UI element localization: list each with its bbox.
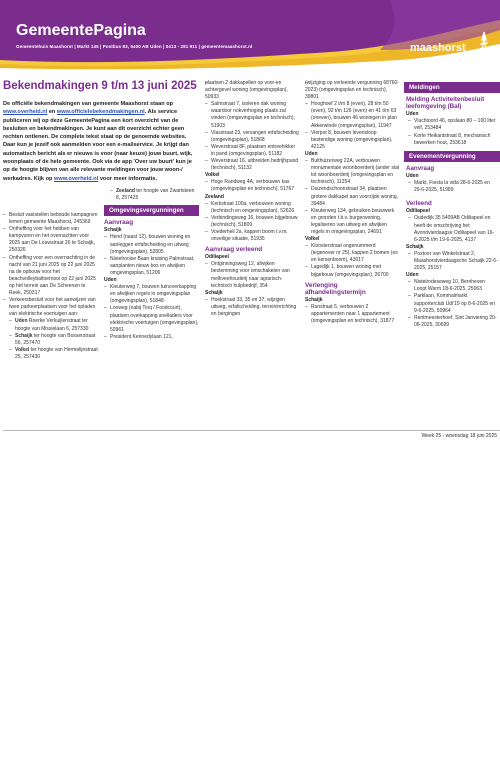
- list-item: – Duizendschoonstraat 34, plaatsen grotere dakkapel aan voorzijde woning, 39484: [305, 186, 400, 207]
- list-item: – Korte Heikantstraat 8, mechanisch bewerken hout, 253618: [408, 133, 498, 147]
- list-item: – Runstraat 5, verbouwen 2 appartementen naar 1 appartement (omgevingsplan en technisch), 31877: [305, 304, 400, 325]
- list-item: – Kloosterstraat ongenummerd (tegenover nr 25), kappen 2 bomen (es en kersenboom), 43017: [305, 243, 400, 264]
- list-item: – Hooghoef 2 t/m 8 (even), 28 t/m 50 (even), 92 t/m 126 (even) en 41 t/m 63 (oneven), bouwen 46 woningen in plan Akkerwinde (omgevingsplan), 11947: [305, 101, 400, 129]
- list-item: [9, 347, 98, 361]
- list-item: – Kleuterweg 7, bouwen tuinoverkapping en afwijken regels in omgevingsplan (omgevingsplan), 51848: [104, 284, 199, 305]
- list-item: – Kleuterweg 134, gebruiken bouwwerk en gronden t.b.v. burgerwoning, legaliseren van uitweg en afwijken regels in omgevingsplan, 24691: [305, 208, 400, 236]
- section-heading: Melding Activiteitenbesluit leefomgeving (Bal): [406, 96, 485, 111]
- list-item: – Hoekstraat 33, 35 en 37, wijzigen uitweg, erfafscheiding, terreininrichting en bergingen: [205, 297, 300, 318]
- place-heading: Volkel: [305, 236, 320, 243]
- list-item: – Ontheffing voor een overnachting in de nacht van 21 juni 2025 op 22 juni 2025 na de opbouw voor het beachvolleybaltoernooi op 22 juni 2025 op het terrein aan De Scheenen te Reek, 250317: [3, 255, 98, 298]
- maashorst-logo: maashorst: [410, 42, 466, 54]
- item-text: ter hoogte van Zwartsteen 8, 257425: [116, 188, 195, 202]
- list-item: – President Kennedylaan 121,: [104, 334, 199, 341]
- sidebar-meldingen: [404, 80, 500, 329]
- intro-part-1: De officiële bekendmakingen van gemeente Maashorst staan op: [3, 101, 174, 107]
- list-item: [110, 188, 199, 202]
- list-item: – Weverstraat 16, uitbreiden bedrijfspand (technisch), 51132: [205, 158, 300, 172]
- list-item: – Rentmeesterhoef, Sint Janviering 20-06-2025, 30699: [408, 315, 498, 329]
- page-title: Bekendmakingen 9 t/m 13 juni 2025: [3, 80, 197, 92]
- place-heading: Schaijk: [104, 227, 122, 234]
- intro-part-2: . Als service publiceren wij op deze GemeentePagina een kort overzicht van de besluiten en bekendmakingen. Je kunt aan dit overzicht echter geen rechten ontlenen. De complete tekst staat op de genoemde websites.: [3, 109, 187, 141]
- list-item: – Bulthuizerweg 22A, verbouwen monumentale woonboerderij (ander stal tot woonboerderij (omgevingsplan en technisch), 11254: [305, 158, 400, 186]
- intro-text: [3, 100, 199, 183]
- list-item: – Postoor van Winkelstraat 2, Maashorstvierdaagsche Schaijk 22-6-2025, 25157: [408, 251, 498, 272]
- column-3: [205, 80, 300, 318]
- item-text: ter hoogte van Hermelijnstraat 25, 257430: [15, 346, 98, 360]
- list-item: [9, 333, 98, 347]
- list-item: – Weverstraat 8F, plaatsen entreehikker in pand (omgevingsplan), 51182: [205, 144, 300, 158]
- place-heading: Volkel: [205, 172, 220, 179]
- section-heading: Aanvraag: [406, 164, 435, 172]
- section-heading: Aanvraag: [104, 219, 134, 227]
- list-item: – Parklaan, Kommalmarkt supporterclub Udi'19 op 8-6-2025 en 9-6-2025, 50964: [408, 293, 498, 314]
- list-item: – Kerkstraat 100a, verbouwen woning (technisch en omgevingsplan), 52626: [205, 201, 300, 215]
- list-item: – Looweg (nabij Tinq / Foodcourt), plaatsen overkapping snelladers voor elektrische voertuigen (omgevingsplan), 50961: [104, 305, 199, 333]
- place-heading: Uden: [104, 277, 117, 284]
- list-item: – (wijziging op verleende vergunning 68760-2023) (omgevingsplan en technisch), 39801: [305, 80, 400, 101]
- list-item: – Nistelrooise Baan kruising Palmstraat, aanplanten nieuw bos en afwijken omgevingsplan, 51206: [104, 256, 199, 277]
- overheid-link-2[interactable]: www.overheid.nl: [54, 175, 99, 182]
- section-heading: Verlenging afhandelingstermijn: [305, 281, 366, 296]
- header-banner: [0, 0, 500, 72]
- list-item: – Vierpot 8, bouwen levensloop bestendige woning (omgevingsplan), 42125: [305, 130, 400, 151]
- list-item: – Nistelrodeseweg 10, Bernheven Loopt Warm 18-6-2025, 25063: [408, 279, 498, 293]
- place-heading: Uden: [406, 272, 419, 279]
- list-item: – Vluchtoord 46, opslaan 80 – 100 liter veif, 253484: [408, 118, 498, 132]
- column-1: [3, 212, 98, 361]
- place-label: Zeeland: [116, 188, 135, 194]
- section-heading: Verleend: [406, 200, 432, 208]
- place-heading: Uden: [406, 111, 419, 118]
- list-item: – Vlasstraat 23, vervangen erfafscheiding (omgevingsplan), 51868: [205, 130, 300, 144]
- section-bar-evenementvergunning: Evenementvergunning: [404, 151, 500, 162]
- maashorst-logo-figure-icon: [478, 30, 490, 56]
- item-text: Roerke Verkuijlenstraat ter hoogte van Missielaan 6, 257330: [15, 318, 89, 332]
- column-4: [305, 80, 400, 325]
- place-label: Volkel: [15, 346, 30, 353]
- place-heading: Odiliapeel: [205, 254, 229, 261]
- place-heading: Schaijk: [205, 289, 223, 296]
- list-item: – Verbindingsweg 16, bouwen bijgebouw (technisch), 51809: [205, 215, 300, 229]
- section-bar-omgevingsvergunningen: Omgevingsvergunningen: [104, 205, 199, 216]
- section-bar-meldingen: Meldingen: [404, 82, 500, 93]
- list-item: – plaatsen 2 dakkapellen op voor-en achtergevel woning (omgevingsplan), 50933: [205, 80, 300, 101]
- overheid-link[interactable]: www.overheid.nl: [3, 109, 48, 116]
- section-heading: Aanvraag verleend: [205, 246, 263, 254]
- list-item: – Ontheffing voor het hebben van kampvuren en het overnachten voor 2025 aan De Louwstraat 26 te Schaijk, 250326: [3, 226, 98, 254]
- footer-date: Week 25 - woensdag 18 juni 2025: [421, 433, 497, 439]
- list-item: – Voederheil 2a, kappen boom i.v.m. onveilige situatie, 51935: [205, 229, 300, 243]
- place-heading: Uden: [406, 172, 419, 179]
- list-item: – Verkeersbesluit voor het aanwijzen van twee parkeerplaatsen voor het opladen van elektrische voertuigen aan:: [3, 297, 98, 318]
- officielebekendmakingen-link[interactable]: www.officielebekendmakingen.nl: [56, 109, 145, 116]
- list-item: – Hend (naast 12), bouwen woning en aanleggen erfafscheiding en uitweg (omgevingsplan), 52805: [104, 234, 199, 255]
- footer-divider: [3, 430, 500, 431]
- column-2: [104, 188, 199, 341]
- place-heading: Schaijk: [305, 296, 323, 303]
- place-heading: Zeeland: [205, 193, 224, 200]
- list-item: – Ontginningsweg 12, afwijken bestemming voor omschakelen van melkveehouderij naar agrarisch-technisch hulpbedrijf, 354: [205, 261, 300, 289]
- intro-and: en: [48, 109, 56, 116]
- list-item: – Oudedijk 35 5409AB Odiliapeel en heeft de omschrijving het Avondvierdaagse Odiliapeel van 16-6-2025 t/m 19-6-2025, 4137: [408, 215, 498, 243]
- header-contact-line: Gemeentehuis Maashorst | Markt 145 | Postbus 83, 5400 AB Uden | 0413 - 281 911 | gemeentemaashorst.nl: [16, 44, 253, 49]
- list-item: – Hoge Randweg 4A, verbouwen kas (omgevingsplan en technisch), 51767: [205, 179, 300, 193]
- list-item: [9, 318, 98, 332]
- place-heading: Uden: [305, 150, 318, 157]
- list-item: – Salmstraat 7, isoleren dak woning waardoor nokverhoging plaats zal vinden (omgevingsplan en technisch), 51903: [205, 101, 300, 129]
- list-item: – Markt, Fiesta la vida 28-6-2025 en 29-6-2025, 51989: [408, 180, 498, 194]
- list-item: – Lagedijk 1, bouwen woning met bijgebouw (omgevingsplan), 26700: [305, 264, 400, 278]
- place-label: Uden: [15, 318, 28, 325]
- intro-part-4: voor meer informatie.: [99, 175, 158, 182]
- list-item: – Besluit vaststellen beboude kampagnen lemen gemeente Maashorst, 245369: [3, 212, 98, 226]
- header-title: GemeentePagina: [16, 22, 146, 39]
- item-text: ter hoogte van Bosserstraat 56, 257470: [15, 332, 96, 346]
- place-heading: Schaijk: [406, 243, 424, 250]
- place-heading: Odiliapeel: [406, 208, 430, 215]
- intro-part-3: Daar kun je jezelf ook aanmelden voor een e-mailservice. Je krijgt dan automatisch bericht als er nieuws is voor (naar keuze) jouw buurt, wijk, woonplaats of de hele gemeente. Ook via de app 'Over uw buurt' kun je op de hoogte blijven van alle relevante meldingen voor jouw woon-/ werkadres. Kijk op: [3, 142, 193, 182]
- place-label: Schaijk: [15, 332, 33, 339]
